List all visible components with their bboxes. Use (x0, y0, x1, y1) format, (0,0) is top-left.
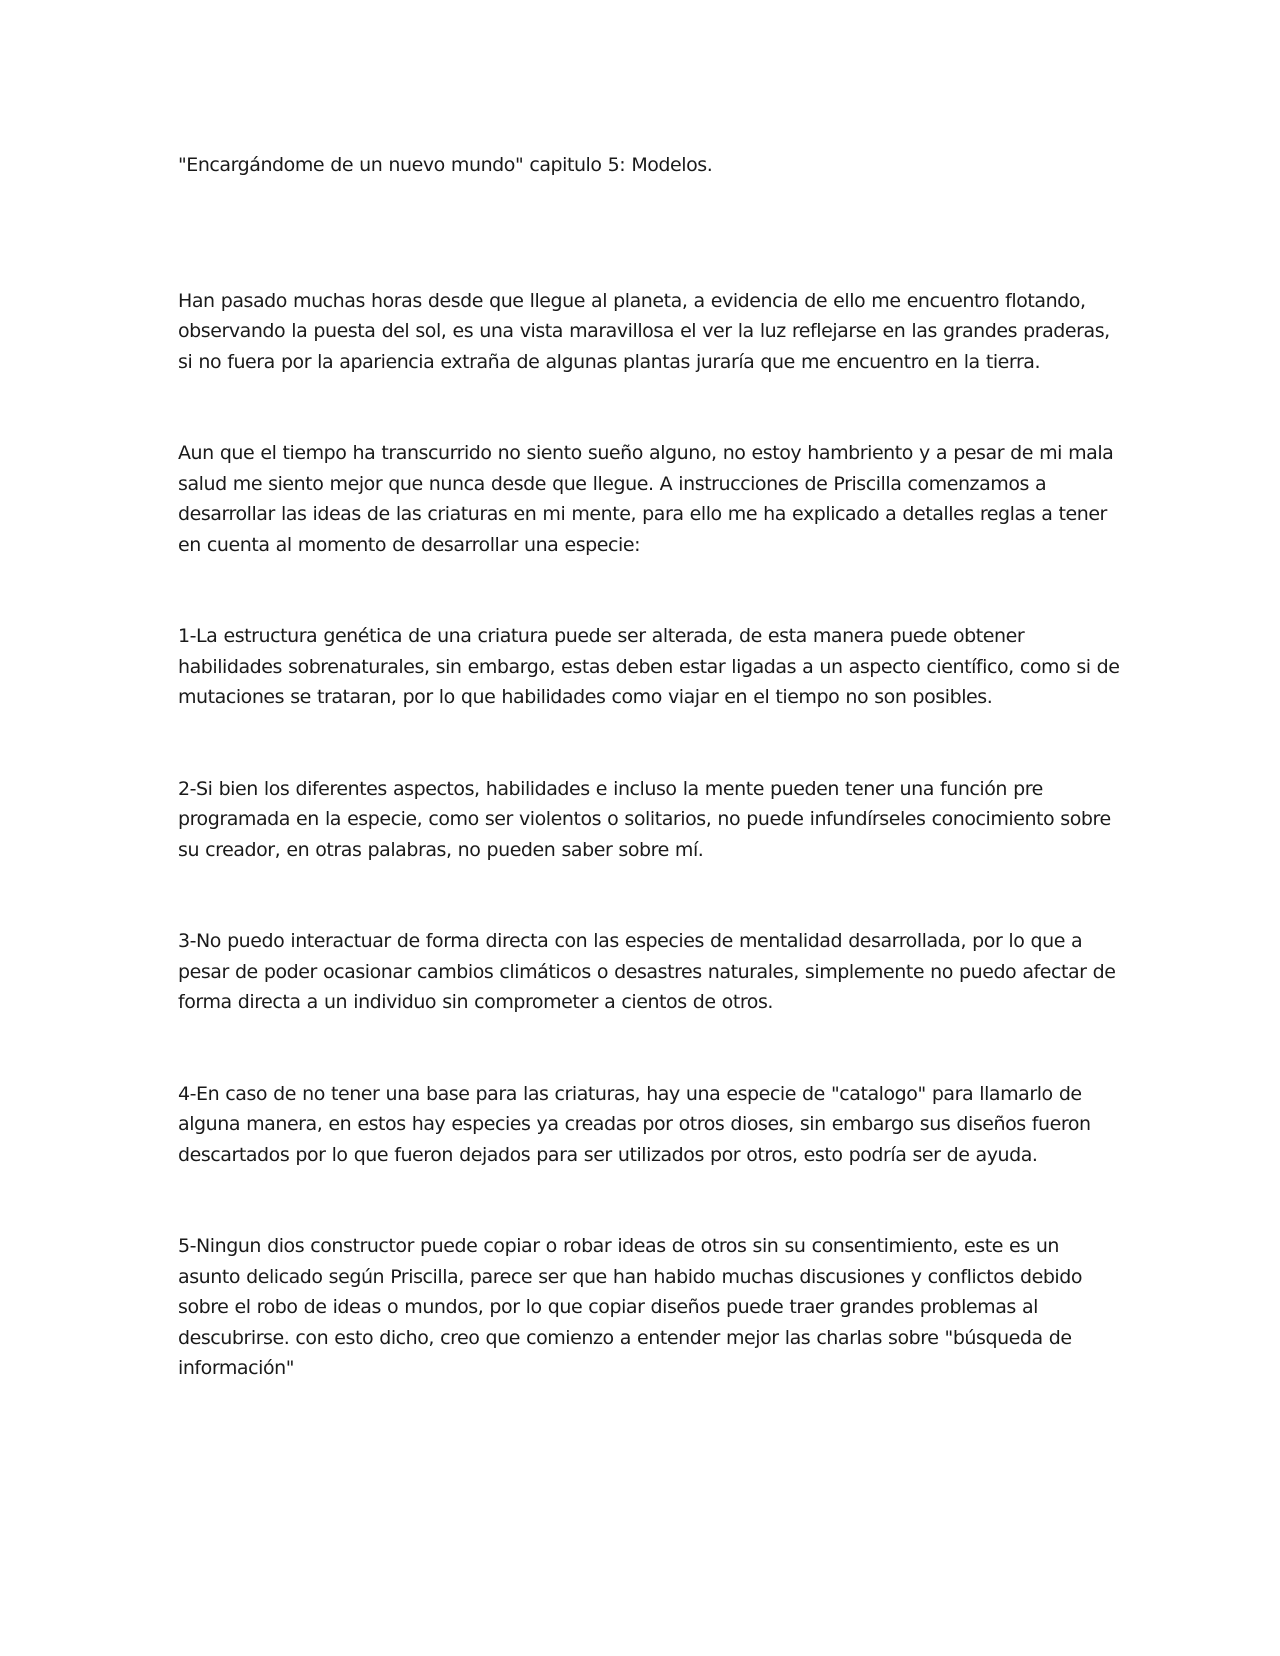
title-spacer (178, 181, 1123, 286)
rule-2: 2-Si bien los diferentes aspectos, habilidades e incluso la mente pueden tener una función pre programada en la especie, como ser violentos o solitarios, no puede infundírseles conocimiento sobre su creador, en otras palabras, no pueden saber sobre mí. (178, 777, 1111, 861)
rule-4: 4-En caso de no tener una base para las criaturas, hay una especie de "catalogo" para llamarlo de alguna manera, en estos hay especies ya creadas por otros dioses, sin embargo sus diseños fueron descartados por lo que fueron dejados para ser utilizados por otros, esto podría ser de ayuda. (178, 1082, 1091, 1166)
paragraph-spacer (178, 865, 1123, 926)
paragraph-spacer (178, 560, 1123, 621)
rule-5: 5-Ningun dios constructor puede copiar o robar ideas de otros sin su consentimiento, este es un asunto delicado según Priscilla, parece ser que han habido muchas discusiones y conflictos debido sobre el robo de ideas o mundos, por lo que copiar diseños puede traer grandes problemas al descubrirse. con esto dicho, creo que comienzo a entender mejor las charlas sobre "búsqueda de información" (178, 1235, 1083, 1379)
rule-3: 3-No puedo interactuar de forma directa con las especies de mentalidad desarrollada, por lo que a pesar de poder ocasionar cambios climáticos o desastres naturales, simplemente no puedo afectar de forma directa a un individuo sin comprometer a cientos de otros. (178, 930, 1116, 1013)
paragraph-instructions: Aun que el tiempo ha transcurrido no siento sueño alguno, no estoy hambriento y a pesar de mi mala salud me siento mejor que nunca desde que llegue. A instrucciones de Priscilla comenzamos a desarrollar las ideas de las criaturas en mi mente, para ello me ha explicado a detalles reglas a tener en cuenta al momento de desarrollar una especie: (178, 442, 1114, 556)
paragraph-spacer (178, 1170, 1123, 1231)
paragraph-intro: Han pasado muchas horas desde que llegue al planeta, a evidencia de ello me encuentro flotando, observando la puesta del sol, es una vista maravillosa el ver la luz reflejarse en las grandes praderas, si no fuera por la apariencia extraña de algunas plantas juraría que me encuentro en la tierra. (178, 289, 1110, 373)
paragraph-spacer (178, 713, 1123, 774)
rule-1: 1-La estructura genética de una criatura puede ser alterada, de esta manera puede obtener habilidades sobrenaturales, sin embargo, estas deben estar ligadas a un aspecto científico, como si de mutaciones se trataran, por lo que habilidades como viajar en el tiempo no son posibles. (178, 625, 1120, 708)
paragraph-spacer (178, 1018, 1123, 1079)
chapter-title: "Encargándome de un nuevo mundo" capitulo 5: Modelos. (178, 154, 713, 176)
document-body (178, 150, 1123, 1384)
paragraph-spacer (178, 377, 1123, 438)
